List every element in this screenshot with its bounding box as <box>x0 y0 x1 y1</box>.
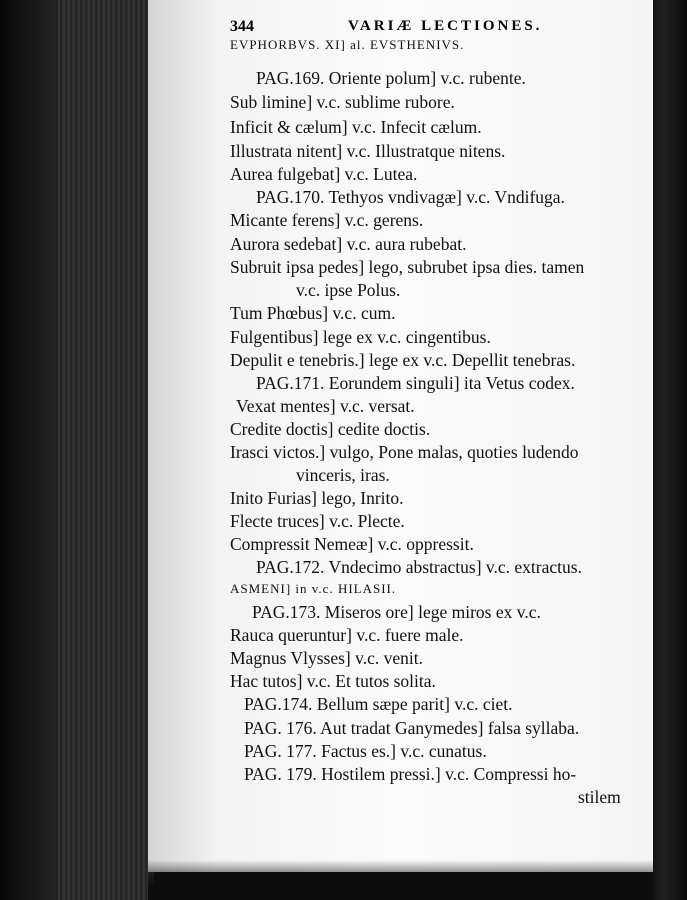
text-line: Tum Phœbus] v.c. cum. <box>230 303 396 323</box>
text-line: PAG. 179. Hostilem pressi.] v.c. Compressi ho- <box>244 764 577 784</box>
text-line: Hac tutos] v.c. Et tutos solita. <box>230 671 436 691</box>
page-number: 344 <box>230 18 254 35</box>
text-line: Depulit e tenebris.] lege ex v.c. Depellit tenebras. <box>230 350 576 370</box>
text-line: Inficit & cælum] v.c. Infecit cælum. <box>230 117 482 137</box>
text-line: Illustrata nitent] v.c. Illustratque nitens. <box>230 141 506 161</box>
text-line: PAG.174. Bellum sæpe parit] v.c. ciet. <box>244 694 513 714</box>
text-line: Magnus Vlysses] v.c. venit. <box>230 648 423 668</box>
text-line: Inito Furias] lego, Inrito. <box>230 488 404 508</box>
text-line: Irasci victos.] vulgo, Pone malas, quoties ludendo <box>230 442 579 462</box>
text-line: Fulgentibus] lege ex v.c. cingentibus. <box>230 327 491 347</box>
text-line: PAG.169. Oriente polum] v.c. rubente. <box>256 68 526 88</box>
text-line: Credite doctis] cedite doctis. <box>230 419 431 439</box>
text-line: Vexat mentes] v.c. versat. <box>236 396 415 416</box>
text-line: stilem <box>578 787 621 807</box>
text-line: PAG.171. Eorundem singuli] ita Vetus codex. <box>256 373 575 393</box>
text-line: PAG. 177. Factus es.] v.c. cunatus. <box>244 741 487 761</box>
text-line: Subruit ipsa pedes] lego, subrubet ipsa dies. tamen <box>230 257 585 277</box>
text-line: PAG.172. Vndecimo abstractus] v.c. extractus. <box>256 557 582 577</box>
text-line: Rauca queruntur] v.c. fuere male. <box>230 625 464 645</box>
book-page <box>148 0 653 872</box>
text-line: PAG.173. Miseros ore] lege miros ex v.c. <box>252 602 541 622</box>
running-head: VARIÆ LECTIONES. <box>348 18 543 34</box>
text-line: Sub limine] v.c. sublime rubore. <box>230 92 455 112</box>
text-line: Compressit Nemeæ] v.c. oppressit. <box>230 534 474 554</box>
text-line: Micante ferens] v.c. gerens. <box>230 210 424 230</box>
text-line: v.c. ipse Polus. <box>296 280 401 300</box>
text-line: vinceris, iras. <box>296 465 390 485</box>
text-line: Flecte truces] v.c. Plecte. <box>230 511 405 531</box>
page-bottom-shadow <box>148 860 653 900</box>
book-binding-right <box>653 0 687 900</box>
text-line: PAG.170. Tethyos vndivagæ] v.c. Vndifuga. <box>256 187 565 207</box>
text-line: Aurora sedebat] v.c. aura rubebat. <box>230 234 467 254</box>
page-edges <box>58 0 154 900</box>
text-line: ASMENI] in v.c. HILASII. <box>230 581 397 596</box>
text-line: EVPHORBVS. XI] al. EVSTHENIVS. <box>230 37 465 52</box>
text-line: Aurea fulgebat] v.c. Lutea. <box>230 164 418 184</box>
text-line: PAG. 176. Aut tradat Ganymedes] falsa syllaba. <box>244 718 580 738</box>
